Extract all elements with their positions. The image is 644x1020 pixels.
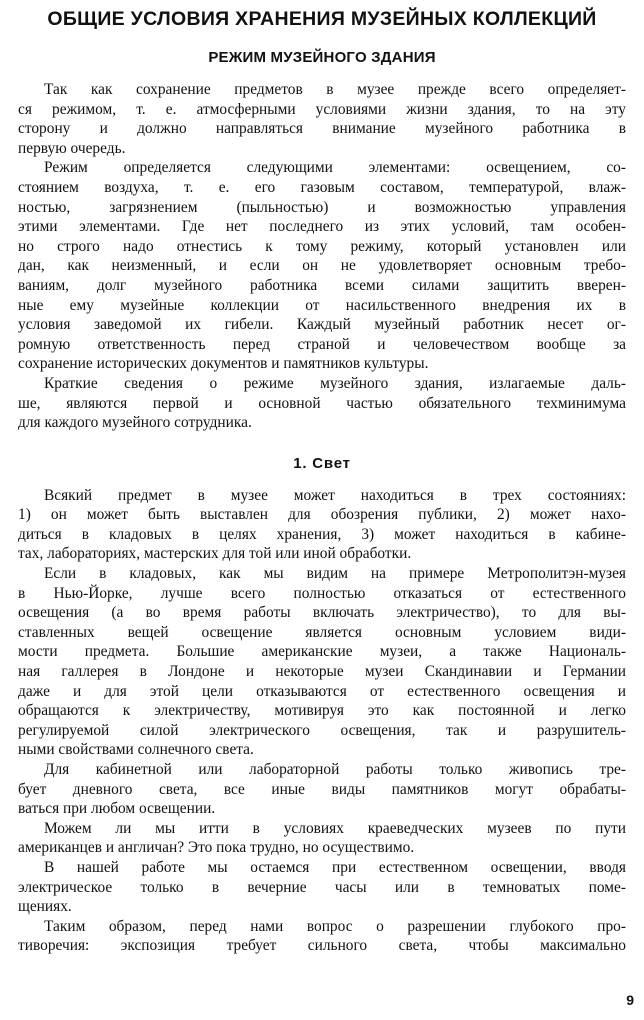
text-line: этими элементами. Где нет последнего из этих условий, там особен- bbox=[18, 218, 626, 236]
text-line: Если в кладовых, как мы видим на примере Метрополитэн-музея bbox=[44, 565, 626, 583]
text-line: Можем ли мы итти в условиях краеведческих музеев по пути bbox=[44, 819, 626, 837]
text-line: но строго надо отнестись к тому режиму, который установлен или bbox=[18, 237, 626, 255]
intro-text bbox=[18, 80, 626, 433]
text-line: для каждого музейного сотрудника. bbox=[18, 414, 252, 432]
text-line: Таким образом, перед нами вопрос о разрешении глубокого про- bbox=[44, 917, 626, 935]
text-line: ные ему музейные коллекции от насильственного внедрения их в bbox=[18, 296, 626, 314]
text-line: электрическое только в вечерние часы или в темноватых поме- bbox=[18, 878, 626, 896]
paragraph bbox=[18, 819, 626, 858]
text-line: Краткие сведения о режиме музейного здания, излагаемые даль- bbox=[44, 374, 626, 392]
text-line: освещения (а во время работы включать электричество), то для вы- bbox=[18, 604, 626, 622]
text-line: американцев и англичан? Это пока трудно, но осуществимо. bbox=[18, 839, 415, 857]
text-line: ше, являются первой и основной частью обязательного техминимума bbox=[18, 394, 626, 412]
text-line: В нашей работе мы остаемся при естественном освещении, вводя bbox=[44, 858, 626, 876]
text-line: Для кабинетной или лабораторной работы только живопись тре- bbox=[44, 761, 626, 778]
text-line: ностью, загрязнением (пыльностью) и возможностью управления bbox=[18, 198, 626, 216]
text-line: мости предмета. Большие американские музеи, а также Националь- bbox=[18, 643, 626, 661]
text-line: тиворечия: экспозиция требует сильного света, чтобы максимально bbox=[18, 937, 626, 955]
text-line: щениях. bbox=[18, 898, 72, 916]
text-line: стоянием воздуха, т. е. его газовым составом, температурой, влаж- bbox=[18, 178, 626, 196]
text-line: диться в кладовых в целях хранения, 3) может находиться в кабине- bbox=[18, 525, 626, 543]
text-line: 1) он может быть выставлен для обозрения публики, 2) может нахо- bbox=[18, 506, 626, 524]
text-line: бует дневного света, все иные виды памятников могут обрабаты- bbox=[18, 780, 626, 798]
text-line: ставленных вещей освещение является основным условием види- bbox=[18, 623, 626, 641]
text-line: сохранение исторических документов и памятников культуры. bbox=[18, 355, 429, 373]
text-line: ваниям, долг музейного работника всеми силами защитить вверен- bbox=[18, 276, 626, 294]
page-number: 9 bbox=[626, 992, 634, 1008]
paragraph bbox=[18, 760, 626, 819]
text-line: регулируемой силой электрического освещения, так и разрушитель- bbox=[18, 721, 626, 739]
paragraph bbox=[18, 158, 626, 374]
text-line: ными свойствами солнечного света. bbox=[18, 741, 254, 759]
text-line: Всякий предмет в музее может находиться в трех состояниях: bbox=[44, 486, 626, 504]
text-line: Так как сохранение предметов в музее прежде всего определяет- bbox=[44, 81, 626, 98]
text-line: условия заведомой их гибели. Каждый музейный работник несет ог- bbox=[18, 316, 626, 334]
paragraph bbox=[18, 858, 626, 917]
text-line: тах, лабораториях, мастерских для той или иной обработки. bbox=[18, 545, 412, 563]
text-line: ваться при любом освещении. bbox=[18, 800, 216, 818]
section-heading: 1. Свет bbox=[293, 454, 351, 472]
text-line: сторону и должно направляться внимание музейного работника в bbox=[18, 120, 626, 138]
page-subtitle: РЕЖИМ МУЗЕЙНОГО ЗДАНИЯ bbox=[208, 49, 436, 66]
text-line: даже и для этой цели отказываются от естественного освещения и bbox=[18, 682, 626, 700]
paragraph bbox=[18, 486, 626, 564]
text-line: ся режимом, т. е. атмосферными условиями жизни здания, то на эту bbox=[18, 100, 626, 118]
paragraph bbox=[18, 564, 626, 760]
text-line: обращаются к электричеству, мотивируя это как постоянной и легко bbox=[18, 702, 626, 720]
text-line: ная галлерея в Лондоне и некоторые музеи Скандинавии и Германии bbox=[18, 663, 626, 681]
section-text bbox=[18, 486, 626, 956]
text-line: Режим определяется следующими элементами: освещением, со- bbox=[44, 159, 626, 177]
text-line: ромную ответственность перед страной и человечеством вообще за bbox=[18, 335, 626, 353]
text-line: в Нью-Йорке, лучше всего полностью отказаться от естественного bbox=[18, 584, 626, 602]
text-line: первую очередь. bbox=[18, 139, 126, 157]
text-line: дан, как неизменный, и если он не удовлетворяет основным требо- bbox=[18, 257, 626, 275]
paragraph bbox=[18, 374, 626, 433]
paragraph bbox=[18, 80, 626, 158]
page-title: ОБЩИЕ УСЛОВИЯ ХРАНЕНИЯ МУЗЕЙНЫХ КОЛЛЕКЦИЙ bbox=[47, 8, 597, 30]
paragraph bbox=[18, 917, 626, 956]
